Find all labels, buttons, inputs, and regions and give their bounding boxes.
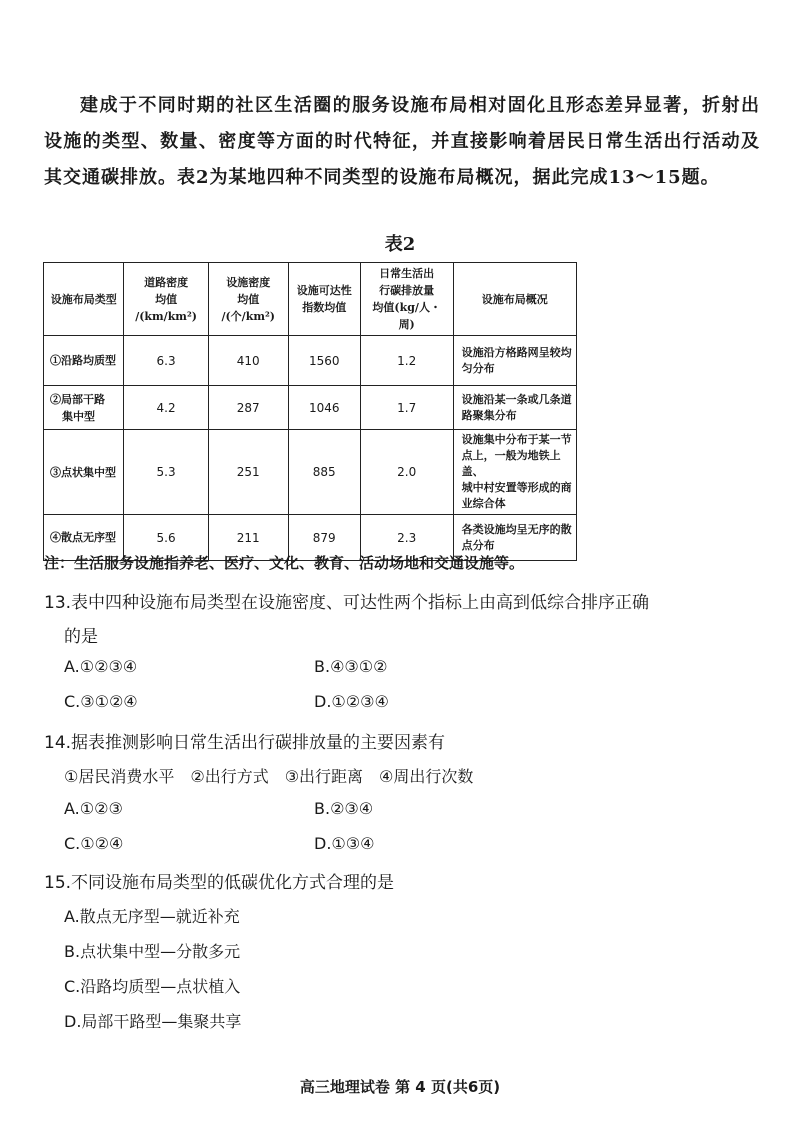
row-accessibility: 1046: [288, 386, 360, 430]
row-overview: 设施沿某一条或几条道 路聚集分布: [453, 386, 576, 430]
row-carbon: 2.3: [360, 515, 453, 561]
row-carbon: 2.0: [360, 430, 453, 515]
question-15: [44, 866, 764, 900]
header-type: 设施布局类型: [44, 263, 124, 336]
row-overview: 设施集中分布于某一节 点上，一般为地铁上盖、 城中村安置等形成的商 业综合体: [453, 430, 576, 515]
row-type: ①沿路均质型: [44, 336, 124, 386]
header-facility-density: 设施密度 均值 /(个/km²): [208, 263, 288, 336]
row-accessibility: 885: [288, 430, 360, 515]
table-header-row: [44, 263, 577, 336]
row-carbon: 1.7: [360, 386, 453, 430]
q15-option-b[interactable]: B.点状集中型—分散多元: [64, 942, 241, 961]
row-carbon: 1.2: [360, 336, 453, 386]
row-facility-density: 251: [208, 430, 288, 515]
row-facility-density: 287: [208, 386, 288, 430]
header-carbon: 日常生活出 行碳排放量 均值(kg/人・周): [360, 263, 453, 336]
intro-text: 建成于不同时期的社区生活圈的服务设施布局相对固化且形态差异显著，折射出设施的类型、数量、密度等方面的时代特征，并直接影响着居民日常生活出行活动及其交通碳排放。表2为某地四种不同类型的设施布局概况，据此完成13～15题。: [44, 95, 760, 188]
row-facility-density: 211: [208, 515, 288, 561]
row-road-density: 5.3: [124, 430, 208, 515]
q14-factors: ①居民消费水平 ②出行方式 ③出行距离 ④周出行次数: [64, 767, 474, 786]
table-row: [44, 336, 577, 386]
table-note: 注：生活服务设施指养老、医疗、文化、教育、活动场地和交通设施等。: [44, 554, 525, 572]
facility-layout-table: [43, 262, 577, 561]
q15-option-c[interactable]: C.沿路均质型—点状植入: [64, 977, 241, 996]
q13-option-c[interactable]: C.③①②④: [64, 692, 138, 711]
header-accessibility: 设施可达性 指数均值: [288, 263, 360, 336]
q14-option-d[interactable]: D.①③④: [314, 834, 375, 853]
question-14-stem: 14.据表推测影响日常生活出行碳排放量的主要因素有: [44, 733, 446, 753]
table-row: [44, 386, 577, 430]
question-13: [44, 586, 764, 654]
question-14: [44, 726, 764, 760]
intro-paragraph: [44, 88, 760, 196]
table-title: 表2: [384, 234, 416, 255]
q14-option-a[interactable]: A.①②③: [64, 799, 123, 818]
row-type: ③点状集中型: [44, 430, 124, 515]
q14-option-c[interactable]: C.①②④: [64, 834, 124, 853]
q13-option-b[interactable]: B.④③①②: [314, 657, 388, 676]
row-overview: 各类设施均呈无序的散 点分布: [453, 515, 576, 561]
row-road-density: 6.3: [124, 336, 208, 386]
row-type: ②局部干路 集中型: [44, 386, 124, 430]
header-road-density: 道路密度 均值 /(km/km²): [124, 263, 208, 336]
row-accessibility: 879: [288, 515, 360, 561]
row-road-density: 5.6: [124, 515, 208, 561]
table-row: [44, 430, 577, 515]
page-footer: 高三地理试卷 第 4 页(共6页): [299, 1078, 501, 1096]
q13-option-d[interactable]: D.①②③④: [314, 692, 389, 711]
question-15-stem: 15.不同设施布局类型的低碳优化方式合理的是: [44, 873, 395, 893]
row-accessibility: 1560: [288, 336, 360, 386]
row-road-density: 4.2: [124, 386, 208, 430]
question-13-stem-cont: 的是: [64, 627, 98, 647]
q13-option-a[interactable]: A.①②③④: [64, 657, 138, 676]
q15-option-a[interactable]: A.散点无序型—就近补充: [64, 907, 240, 926]
row-overview: 设施沿方格路网呈较均 匀分布: [453, 336, 576, 386]
row-facility-density: 410: [208, 336, 288, 386]
row-type: ④散点无序型: [44, 515, 124, 561]
q14-option-b[interactable]: B.②③④: [314, 799, 374, 818]
q15-option-d[interactable]: D.局部干路型—集聚共享: [64, 1012, 242, 1031]
question-13-stem: 13.表中四种设施布局类型在设施密度、可达性两个指标上由高到低综合排序正确: [44, 593, 650, 613]
header-overview: 设施布局概况: [453, 263, 576, 336]
